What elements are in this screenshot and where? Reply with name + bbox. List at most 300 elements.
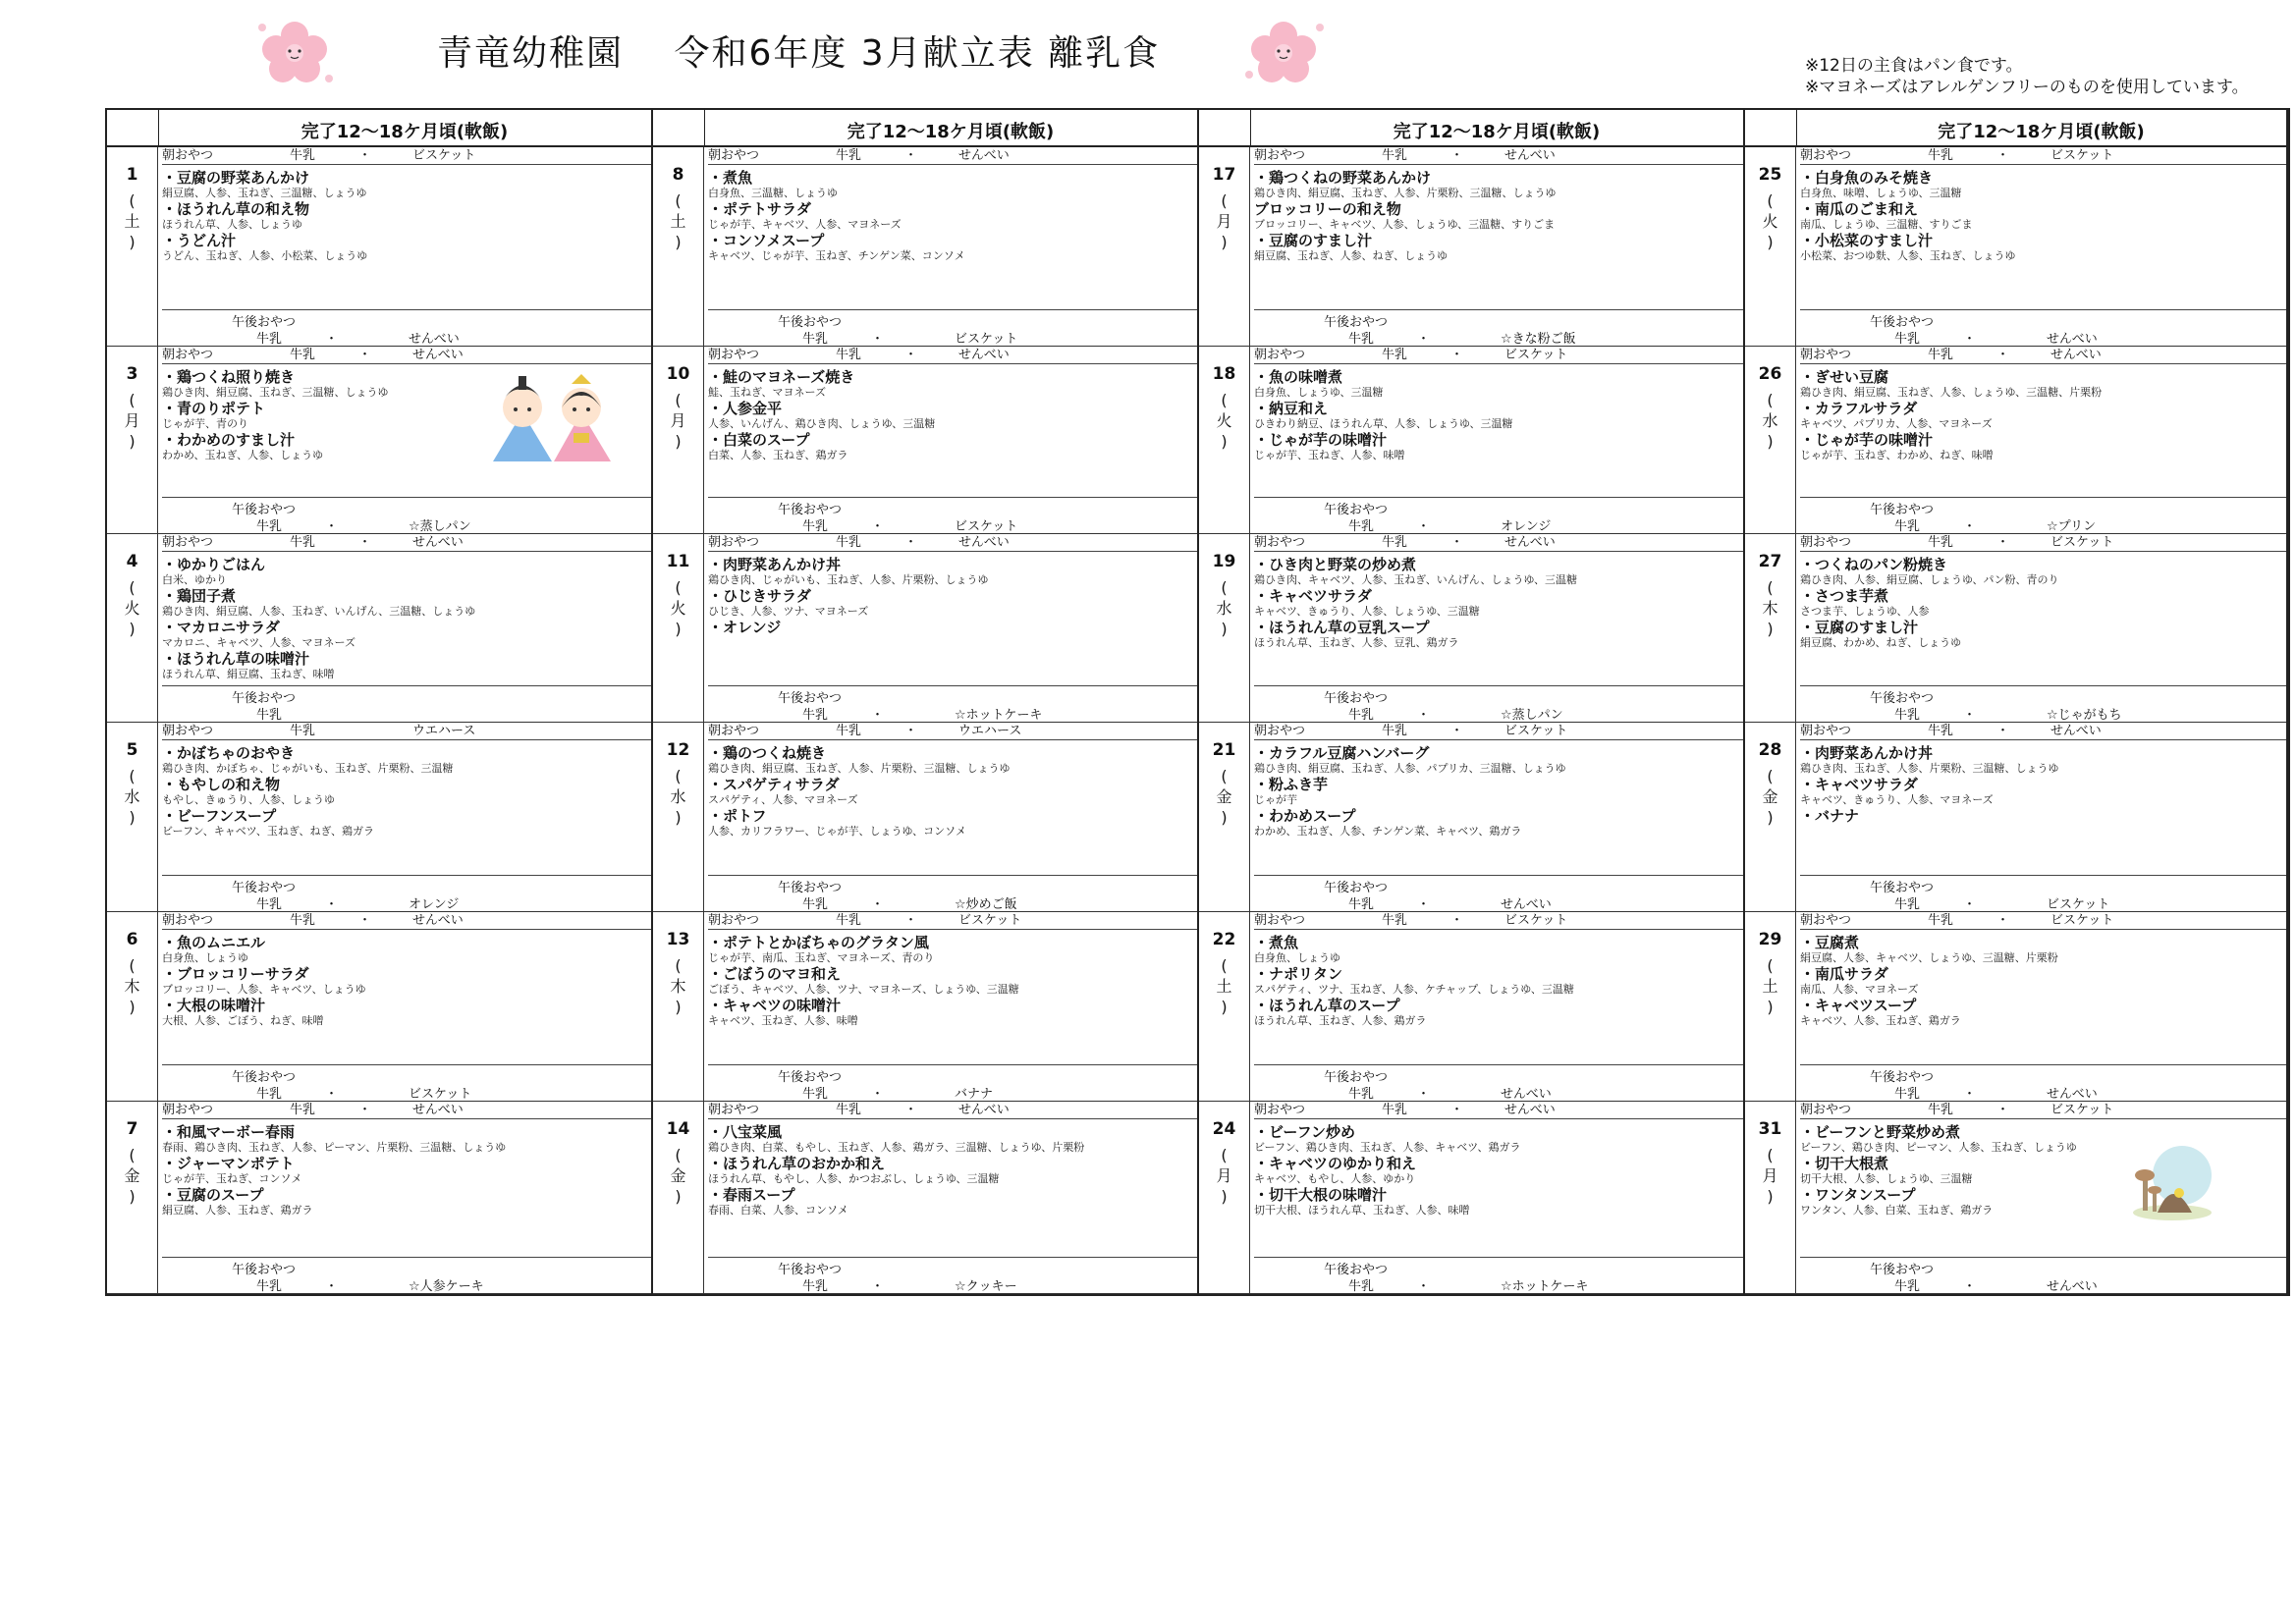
morning-snack [708,1102,1197,1119]
afternoon-snack-text: ・ [1963,332,1977,347]
afternoon-snack-text: ☆きな粉ご飯 [1501,332,1576,347]
afternoon-snack-label: 午後おやつ [232,503,297,517]
dish-name: ・ブロッコリーサラダ [162,965,309,983]
morning-snack-text: 朝おやつ [1254,724,1306,738]
dish-name: ・豆腐の野菜あんかけ [162,169,310,187]
dish-ingredients: じゃが芋 [1254,793,1297,806]
menu-cell [158,723,651,911]
day-number: 3 [126,364,138,384]
dish-ingredients: スパゲティ、人参、マヨネーズ [708,793,858,806]
morning-snack-text: ・ [904,1103,918,1117]
menu-cell [1796,147,2286,346]
dish-ingredients: 絹豆腐、人参、玉ねぎ、三温糖、しょうゆ [162,187,367,199]
afternoon-snack-text: ・ [1417,897,1431,912]
weekday [107,190,157,252]
dish-name: ・肉野菜あんかけ丼 [708,556,842,573]
morning-snack-text: ・ [904,535,918,550]
morning-snack-text: ・ [1996,1103,2010,1117]
day-label [653,912,704,1101]
day-row [107,534,651,723]
day-number: 29 [1758,930,1782,949]
afternoon-snack-text: せんべい [2047,1087,2098,1102]
dish-ingredients: じゃが芋、玉ねぎ、コンソメ [162,1172,302,1185]
dish-name: ・ひじきサラダ [708,587,811,605]
menu-column [1745,110,2288,1294]
morning-snack [708,723,1197,740]
afternoon-snack-text: ・ [1417,519,1431,534]
morning-snack-text: 朝おやつ [162,535,214,550]
weekday [107,390,157,452]
menu-list [1254,744,1737,839]
menu-cell [704,1102,1197,1293]
weekday [1199,766,1249,828]
dish-name: ・鶏のつくね焼き [708,744,827,762]
dish-ingredients: ビーフン、キャベツ、玉ねぎ、ねぎ、鶏ガラ [162,825,375,838]
weekday-char: 火 [1762,212,1778,231]
weekday [1745,766,1795,828]
weekday-char: 土 [124,212,140,231]
morning-snack [708,912,1197,930]
menu-cell [1250,534,1743,722]
weekday-char: ) [675,808,682,827]
weekday-char: ) [129,808,136,827]
dish-name: ・コンソメスープ [708,232,825,249]
weekday-char: ) [675,233,682,251]
dish-name: ・かぼちゃのおやき [162,744,296,762]
day-number: 28 [1758,740,1782,760]
afternoon-snack-label: 午後おやつ [1870,881,1935,895]
dish-name: ・キャベツのゆかり和え [1254,1155,1417,1172]
day-number: 4 [126,552,138,571]
day-label [1745,723,1796,911]
cherry-blossom-icon [250,18,339,86]
dish-ingredients: 絹豆腐、玉ねぎ、人参、ねぎ、しょうゆ [1254,249,1449,262]
weekday-char: 木 [124,977,140,996]
divider [1800,497,2286,498]
dish-name: ・人参金平 [708,400,783,417]
dish-name: ・小松菜のすまし汁 [1800,232,1934,249]
column-header-label: 完了12～18ケ月頃(軟飯) [301,122,509,142]
afternoon-snack-text: せんべい [1501,1087,1552,1102]
menu-cell [158,1102,651,1293]
menu-cell [1796,723,2286,911]
day-row [1745,912,2286,1102]
morning-snack-text: 牛乳 [1382,535,1408,550]
day-label [653,534,704,722]
weekday-char: ) [1767,233,1774,251]
afternoon-snack-text: 牛乳 [256,1279,283,1294]
morning-snack-text: 牛乳 [1382,724,1408,738]
dish-ingredients: 白身魚、しょうゆ、三温糖 [1254,386,1384,399]
morning-snack-text: ウエハース [958,724,1022,738]
day-row [653,147,1197,347]
afternoon-snack-text: 牛乳 [802,332,829,347]
afternoon-snack-text: 牛乳 [802,1087,829,1102]
dish-ingredients: 白身魚、味噌、しょうゆ、三温糖 [1800,187,1962,199]
morning-snack-text: 朝おやつ [1254,1103,1306,1117]
column-header [1199,110,1743,147]
column-header-label: 完了12～18ケ月頃(軟飯) [1393,122,1601,142]
day-label [1199,534,1250,722]
day-label [653,723,704,911]
dish-name: ・もやしの和え物 [162,776,281,793]
morning-snack [1800,147,2286,165]
dish-name: ・切干大根の味噌汁 [1254,1186,1388,1204]
weekday-char: 月 [1762,1166,1778,1185]
weekday-char: ( [129,1146,136,1164]
afternoon-snack-text: ・ [1417,332,1431,347]
dish-name: ・キャベツサラダ [1254,587,1372,605]
dish-name: ・カラフル豆腐ハンバーグ [1254,744,1430,762]
menu-list [162,934,645,1028]
dish-name: ・キャベツスープ [1800,997,1917,1014]
afternoon-snack-text: ・ [1417,1087,1431,1102]
morning-snack-text: ビスケット [1504,724,1568,738]
weekday-char: ) [1767,432,1774,451]
afternoon-snack-text: 牛乳 [1348,332,1375,347]
morning-snack-text: ・ [1996,148,2010,163]
weekday [107,577,157,639]
afternoon-snack-text: 牛乳 [802,1279,829,1294]
morning-snack-text: 牛乳 [290,724,316,738]
weekday-char: ) [129,1187,136,1206]
dish-ingredients: ひじき、人参、ツナ、マヨネーズ [708,605,869,618]
afternoon-snack-text: 牛乳 [1348,1087,1375,1102]
afternoon-snack-label: 午後おやつ [1870,315,1935,330]
afternoon-snack-text: ☆蒸しパン [409,519,471,534]
menu-list [708,744,1191,839]
dish-ingredients: 春雨、白菜、人参、コンソメ [708,1204,848,1217]
afternoon-snack-label: 午後おやつ [232,1070,297,1085]
weekday-char: ( [1767,391,1774,409]
weekday-char: ) [129,620,136,638]
menu-list [162,1123,645,1217]
divider [708,1064,1197,1065]
day-row [107,147,651,347]
morning-snack-text: 牛乳 [836,148,862,163]
dish-name: ・キャベツサラダ [1800,776,1918,793]
dish-ingredients: 白身魚、三温糖、しょうゆ [708,187,838,199]
morning-snack-text: 朝おやつ [1254,913,1306,928]
dish-name: ・青のりポテト [162,400,266,417]
morning-snack [1254,723,1743,740]
dish-name: ・ゆかりごはん [162,556,266,573]
afternoon-snack-label: 午後おやつ [1324,691,1389,706]
weekday [1199,390,1249,452]
hina-dolls-icon [483,368,621,466]
weekday [1745,577,1795,639]
dish-ingredients: 春雨、鶏ひき肉、玉ねぎ、人参、ピーマン、片栗粉、三温糖、しょうゆ [162,1141,507,1154]
dish-ingredients: マカロニ、キャベツ、人参、マヨネーズ [162,636,356,649]
day-number: 19 [1212,552,1236,571]
dish-name: ・豆腐のすまし汁 [1800,619,1919,636]
afternoon-snack-text: 牛乳 [802,708,829,723]
dish-ingredients: 鶏ひき肉、じゃがいも、玉ねぎ、人参、片栗粉、しょうゆ [708,573,989,586]
weekday [653,190,703,252]
menu-list [1800,556,2280,650]
day-label [1199,147,1250,346]
dish-name: ・キャベツの味噌汁 [708,997,842,1014]
day-number: 31 [1758,1119,1782,1139]
morning-snack-text: ビスケット [412,148,476,163]
divider [162,1257,651,1258]
afternoon-snack-text: 牛乳 [1894,897,1921,912]
dish-ingredients: ごぼう、キャベツ、人参、ツナ、マヨネーズ、しょうゆ、三温糖 [708,983,1019,996]
afternoon-snack-text: 牛乳 [1894,1279,1921,1294]
morning-snack-text: 朝おやつ [162,148,214,163]
dish-ingredients: 鮭、玉ねぎ、マヨネーズ [708,386,827,399]
dish-name: ・鶏つくね照り焼き [162,368,296,386]
dish-name: ・ひき肉と野菜の炒め煮 [1254,556,1417,573]
dish-ingredients: 南瓜、しょうゆ、三温糖、すりごま [1800,218,1973,231]
morning-snack-text: ・ [904,724,918,738]
afternoon-snack-text: ☆ホットケーキ [1501,1279,1589,1294]
divider [162,875,651,876]
morning-snack-text: ・ [358,348,372,362]
day-number: 24 [1212,1119,1236,1139]
morning-snack-text: ビスケット [2050,913,2114,928]
weekday [1199,955,1249,1017]
menu-table [105,108,2290,1296]
dish-ingredients: 鶏ひき肉、人参、絹豆腐、しょうゆ、パン粉、青のり [1800,573,2059,586]
morning-snack-text: せんべい [2050,348,2102,362]
afternoon-snack-text: ☆人参ケーキ [409,1279,484,1294]
menu-cell [1250,1102,1743,1293]
day-number: 1 [126,165,138,185]
dish-name: ・うどん汁 [162,232,237,249]
weekday [1745,190,1795,252]
morning-snack [162,147,651,165]
morning-snack [708,347,1197,364]
afternoon-snack-text: 牛乳 [1894,1087,1921,1102]
morning-snack-text: ・ [1450,724,1464,738]
column-header-label: 完了12～18ケ月頃(軟飯) [847,122,1055,142]
dish-ingredients: ビーフン、鶏ひき肉、ピーマン、人参、玉ねぎ、しょうゆ [1800,1141,2077,1154]
menu-column [1199,110,1745,1294]
weekday [107,955,157,1017]
dish-ingredients: 小松菜、おつゆ麩、人参、玉ねぎ、しょうゆ [1800,249,2016,262]
dish-ingredients: じゃが芋、青のり [162,417,248,430]
dish-ingredients: 南瓜、人参、マヨネーズ [1800,983,1919,996]
dish-ingredients: 白身魚、しょうゆ [162,951,248,964]
dish-name: ・さつま芋煮 [1800,587,1889,605]
weekday-char: ( [1767,191,1774,210]
morning-snack-text: ・ [358,913,372,928]
day-row [653,723,1197,912]
afternoon-snack-text: 牛乳 [1348,897,1375,912]
morning-snack-text: せんべい [1504,535,1556,550]
day-number: 6 [126,930,138,949]
weekday-char: ) [1767,1187,1774,1206]
dish-name: ・ほうれん草のおかか和え [708,1155,886,1172]
afternoon-snack-text: ・ [871,1279,885,1294]
day-row [653,1102,1197,1294]
morning-snack [162,912,651,930]
divider [1254,1257,1743,1258]
dish-name: ・カラフルサラダ [1800,400,1918,417]
morning-snack-text: 牛乳 [1382,913,1408,928]
dish-name: ・納豆和え [1254,400,1329,417]
weekday-char: 金 [670,1166,686,1185]
day-number: 12 [666,740,690,760]
dish-ingredients: 鶏ひき肉、かぼちゃ、じゃがいも、玉ねぎ、片栗粉、三温糖 [162,762,454,775]
weekday-char: ) [129,432,136,451]
morning-snack-text: せんべい [1504,1103,1556,1117]
divider [708,1257,1197,1258]
weekday-char: 土 [1762,977,1778,996]
dish-name: ・じゃが芋の味噌汁 [1800,431,1934,449]
dish-ingredients: 人参、カリフラワー、じゃが芋、しょうゆ、コンソメ [708,825,966,838]
weekday-char: ) [1221,998,1228,1016]
morning-snack-text: ・ [1450,348,1464,362]
afternoon-snack-label: 午後おやつ [232,881,297,895]
dish-name: ・ナポリタン [1254,965,1343,983]
menu-cell [158,534,651,722]
divider [1800,685,2286,686]
day-row [1199,534,1743,723]
weekday-char: ) [1221,808,1228,827]
afternoon-snack-text: 牛乳 [1894,332,1921,347]
weekday-char: ) [1767,808,1774,827]
morning-snack [1254,1102,1743,1119]
menu-list [708,1123,1191,1217]
dish-name: ・魚のムニエル [162,934,266,951]
morning-snack-text: ・ [904,348,918,362]
afternoon-snack-label: 午後おやつ [1870,503,1935,517]
afternoon-snack-text: ・ [1417,1279,1431,1294]
morning-snack-text: ・ [904,148,918,163]
afternoon-snack-text: ・ [1963,897,1977,912]
hedgehog-mushroom-icon [2128,1136,2216,1224]
dish-ingredients: 白菜、人参、玉ねぎ、鶏ガラ [708,449,848,461]
day-row [1745,347,2286,534]
day-number: 13 [666,930,690,949]
notes [1805,55,2249,98]
menu-cell [1796,912,2286,1101]
dish-ingredients: 絹豆腐、人参、玉ねぎ、鶏ガラ [162,1204,313,1217]
morning-snack-text: 朝おやつ [162,913,214,928]
day-row [1745,534,2286,723]
afternoon-snack-text: せんべい [2047,1279,2098,1294]
menu-column [107,110,653,1294]
dish-ingredients: 白身魚、しょうゆ [1254,951,1340,964]
dish-ingredients: スパゲティ、ツナ、玉ねぎ、人参、ケチャップ、しょうゆ、三温糖 [1254,983,1574,996]
weekday [1199,577,1249,639]
day-row [1745,147,2286,347]
dish-ingredients: ブロッコリー、人参、キャベツ、しょうゆ [162,983,366,996]
menu-list [708,556,1191,636]
divider [708,309,1197,310]
day-number: 14 [666,1119,690,1139]
weekday-char: ( [675,578,682,597]
menu-list [1800,934,2280,1028]
afternoon-snack-label: 午後おやつ [232,315,297,330]
dish-ingredients: 絹豆腐、わかめ、ねぎ、しょうゆ [1800,636,1962,649]
dish-ingredients: 人参、いんげん、鶏ひき肉、しょうゆ、三温糖 [708,417,936,430]
morning-snack-text: 朝おやつ [1254,348,1306,362]
menu-list [162,556,645,681]
afternoon-snack-text: 牛乳 [802,519,829,534]
dish-name: ・バナナ [1800,807,1860,825]
day-number: 8 [672,165,684,185]
dish-ingredients: 鶏ひき肉、絹豆腐、玉ねぎ、人参、片栗粉、三温糖、しょうゆ [708,762,1011,775]
morning-snack-text: ビスケット [958,913,1022,928]
morning-snack-text: 朝おやつ [708,913,760,928]
afternoon-snack-text: 牛乳 [256,708,283,723]
weekday-char: ) [129,998,136,1016]
dish-ingredients: ビーフン、鶏ひき肉、玉ねぎ、人参、キャベツ、鶏ガラ [1254,1141,1521,1154]
weekday-char: ( [675,956,682,975]
morning-snack-text: 朝おやつ [1800,535,1852,550]
dish-ingredients: ほうれん草、玉ねぎ、人参、豆乳、鶏ガラ [1254,636,1459,649]
morning-snack-text: 朝おやつ [1800,348,1852,362]
divider [708,497,1197,498]
weekday-char: 月 [1216,1166,1232,1185]
divider [162,497,651,498]
divider [162,1064,651,1065]
dish-ingredients: 絹豆腐、人参、キャベツ、しょうゆ、三温糖、片栗粉 [1800,951,2058,964]
afternoon-snack-label: 午後おやつ [778,691,843,706]
morning-snack-text: 朝おやつ [1800,1103,1852,1117]
morning-snack [162,534,651,552]
day-number: 7 [126,1119,138,1139]
dish-ingredients: わかめ、玉ねぎ、人参、チンゲン菜、キャベツ、鶏ガラ [1254,825,1522,838]
dish-ingredients: キャベツ、きゅうり、人参、しょうゆ、三温糖 [1254,605,1480,618]
weekday [107,766,157,828]
afternoon-snack-text: 牛乳 [1894,519,1921,534]
afternoon-snack-text: 牛乳 [1348,1279,1375,1294]
dish-ingredients: キャベツ、きゅうり、人参、マヨネーズ [1800,793,1994,806]
dish-name: ・ほうれん草のスープ [1254,997,1400,1014]
dish-ingredients: 鶏ひき肉、キャベツ、人参、玉ねぎ、いんげん、しょうゆ、三温糖 [1254,573,1578,586]
afternoon-snack-text: 牛乳 [256,1087,283,1102]
weekday-char: 水 [670,787,686,806]
menu-list [1800,368,2280,462]
weekday [653,955,703,1017]
weekday-char: ) [1221,233,1228,251]
weekday-char: ( [1767,767,1774,785]
dish-name: ・ほうれん草の和え物 [162,200,310,218]
day-number: 25 [1758,165,1782,185]
dish-name: ・魚の味噌煮 [1254,368,1343,386]
menu-list [1800,744,2280,825]
dish-name: ・ビーフン炒め [1254,1123,1356,1141]
note-line: ※12日の主食はパン食です。 [1805,56,2023,76]
afternoon-snack-text: 牛乳 [1348,519,1375,534]
weekday-char: ( [675,391,682,409]
day-row [653,534,1197,723]
afternoon-snack-text: ビスケット [955,519,1018,534]
day-number: 11 [666,552,690,571]
day-label [107,347,158,533]
dish-name: ・ビーフンスープ [162,807,277,825]
dish-name: ・わかめのすまし汁 [162,431,296,449]
dish-ingredients: じゃが芋、南瓜、玉ねぎ、マヨネーズ、青のり [708,951,935,964]
weekday [653,766,703,828]
menu-cell [158,912,651,1101]
dish-name: ・南瓜サラダ [1800,965,1888,983]
morning-snack-text: 朝おやつ [162,724,214,738]
dish-name: ・つくねのパン粉焼き [1800,556,1948,573]
afternoon-snack-label: 午後おやつ [232,1263,297,1277]
afternoon-snack-text: ・ [871,519,885,534]
dish-name: ブロッコリーの和え物 [1254,200,1401,218]
dish-name: ・ジャーマンポテト [162,1155,295,1172]
dish-name: ・ビーフンと野菜炒め煮 [1800,1123,1961,1141]
morning-snack-text: せんべい [2050,724,2102,738]
morning-snack-text: ・ [1996,535,2010,550]
dish-ingredients: わかめ、玉ねぎ、人参、しょうゆ [162,449,324,461]
